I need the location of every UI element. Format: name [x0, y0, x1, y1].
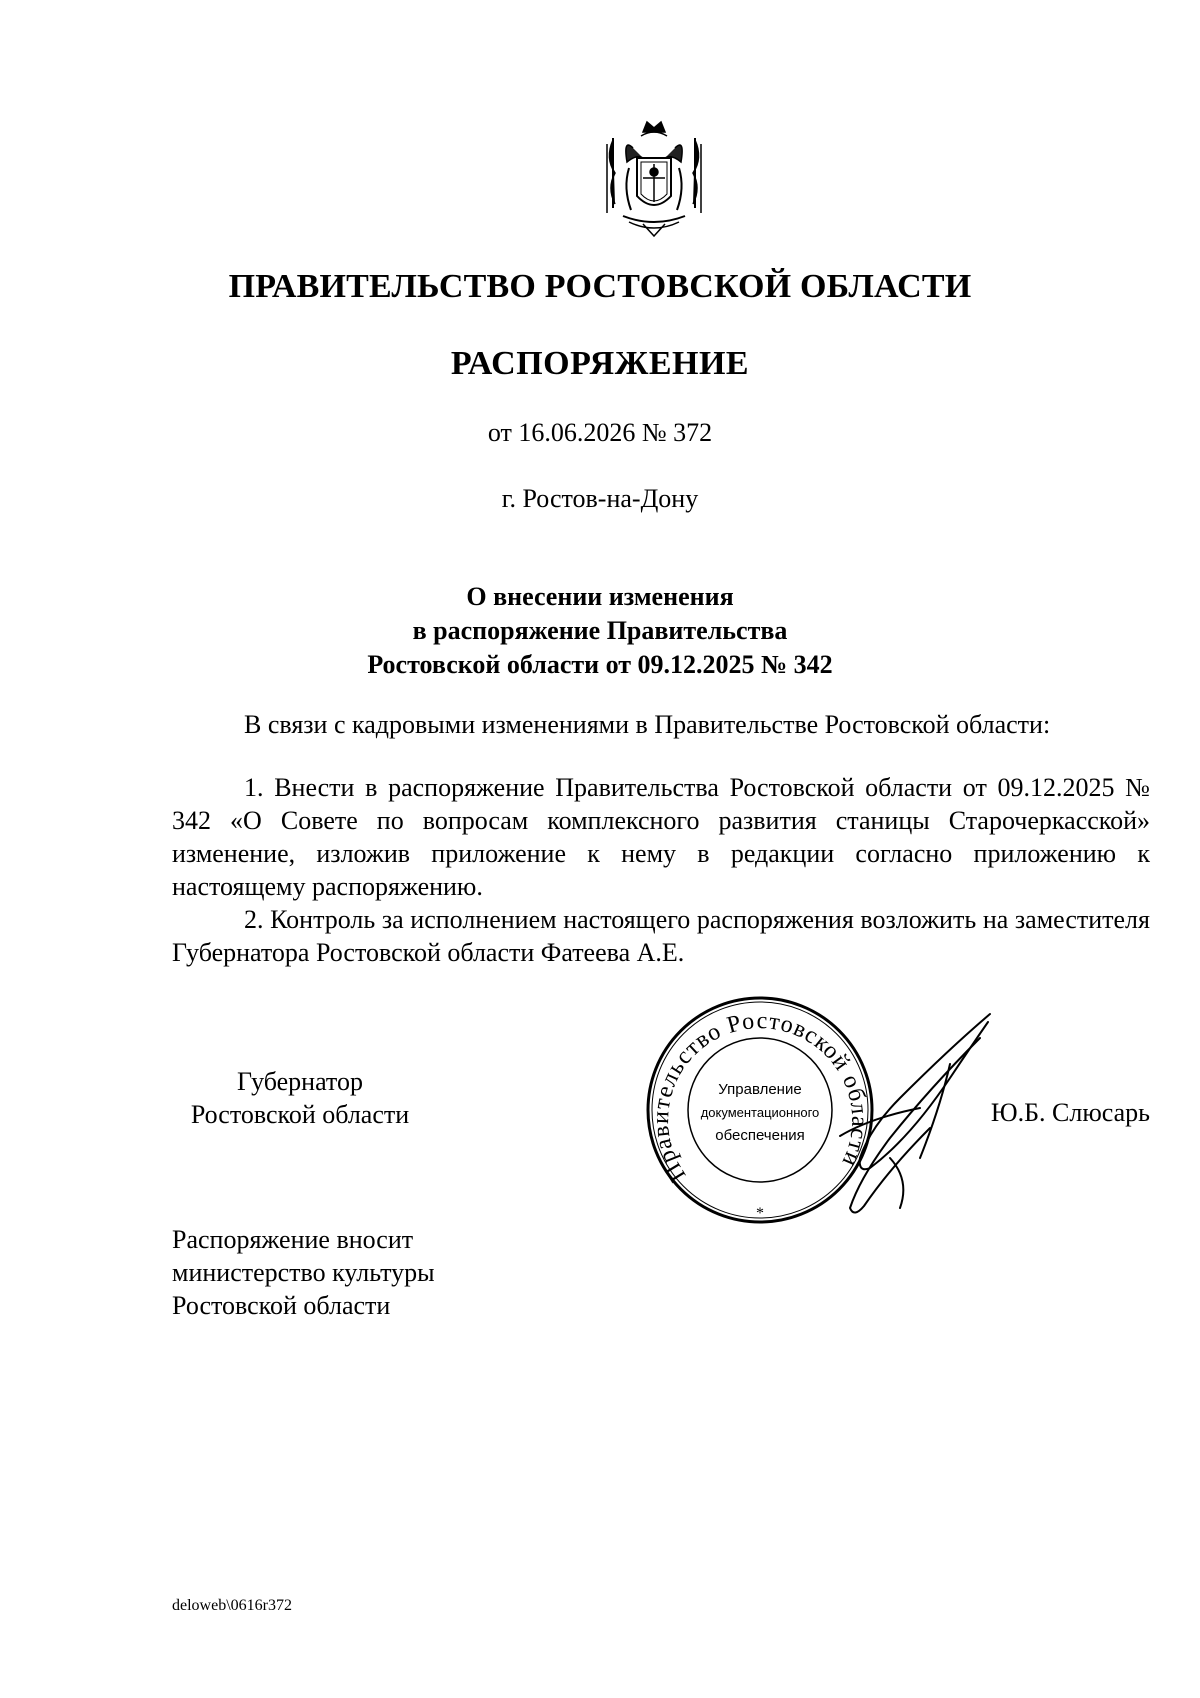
item-2-paragraph: 2. Контроль за исполнением настоящего распоряжения возложить на заместителя Губернатора Ростовской области Фатеева А.Е.	[172, 905, 1150, 967]
signatory-name: Ю.Б. Слюсарь	[990, 1098, 1150, 1127]
file-reference: deloweb\0616r372	[172, 1597, 292, 1614]
preamble-paragraph: В связи с кадровыми изменениями в Правительстве Ростовской области:	[244, 710, 1051, 739]
signatory-title-line: Ростовской области	[190, 1100, 410, 1129]
initiator-note	[172, 1223, 572, 1322]
initiator-line: Ростовской области	[172, 1291, 391, 1320]
document-subject	[0, 580, 1200, 682]
signatory-title	[150, 1065, 450, 1131]
item-1-paragraph: 1. Внести в распоряжение Правительства Ростовской области от 09.12.2025 № 342 «О Совете по вопросам комплексного развития станицы Старочеркасской» изменение, изложив приложение к нему в редакции согласно приложению к настоящему распоряжению.	[172, 773, 1150, 901]
svg-text:*: *	[756, 1205, 764, 1222]
subject-line: в распоряжение Правительства	[412, 616, 788, 645]
initiator-line: Распоряжение вносит	[172, 1225, 414, 1254]
document-city: г. Ростов-на-Дону	[501, 484, 699, 513]
organization-title: ПРАВИТЕЛЬСТВО РОСТОВСКОЙ ОБЛАСТИ	[228, 268, 972, 305]
subject-line: Ростовской области от 09.12.2025 № 342	[367, 650, 833, 679]
signatory-title-line: Губернатор	[237, 1067, 363, 1096]
svg-text:Правительство Ростовской облас: Правительство Ростовской области	[647, 1008, 873, 1187]
initiator-line: министерство культуры	[172, 1258, 435, 1287]
coat-of-arms-icon	[603, 118, 705, 238]
seal-inner-line: Управление	[718, 1081, 802, 1098]
seal-inner-line: обеспечения	[715, 1127, 805, 1144]
seal-inner-line: документационного	[700, 1105, 820, 1120]
document-date-number: от 16.06.2026 № 372	[487, 418, 713, 447]
document-type: РАСПОРЯЖЕНИЕ	[450, 345, 750, 382]
subject-line: О внесении изменения	[466, 582, 734, 611]
